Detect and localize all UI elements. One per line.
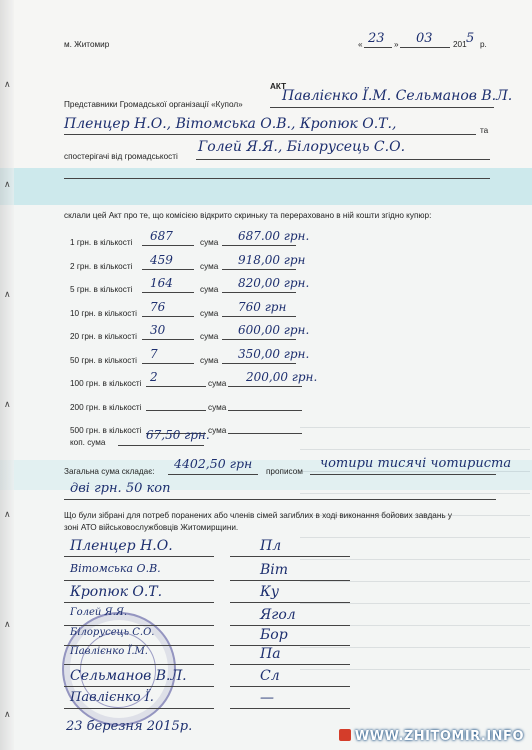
denomination-label: 10 грн. в кількості — [70, 308, 137, 318]
signature-line — [230, 645, 350, 646]
count-line — [142, 363, 194, 364]
denomination-label: 500 грн. в кількості — [70, 426, 142, 435]
signature-name-line — [64, 556, 214, 557]
in-words-line-1 — [310, 474, 496, 475]
observers-line — [196, 159, 490, 160]
signature: Сл — [260, 668, 280, 684]
denomination-sum: 200,00 грн. — [246, 370, 318, 384]
sum-line — [222, 269, 296, 270]
intro-text: склали цей Акт про те, що комісією відкрито скриньку та перераховано в ній кошти згідно купюр: — [64, 211, 432, 220]
signatory-name: Пленцер Н.О. — [70, 538, 173, 554]
signature-line — [230, 686, 350, 687]
kop-value: 67,50 грн. — [146, 428, 210, 442]
denomination-sum: 600,00 грн. — [238, 323, 310, 337]
binder-hole-mark: ∧ — [4, 290, 11, 300]
representatives-handwriting-1: Павлієнко Ї.М. Сельманов В.Л. — [282, 88, 513, 104]
denomination-label: 50 грн. в кількості — [70, 355, 137, 365]
signature-line — [230, 556, 350, 557]
signatory-name: Голей Я.Я. — [70, 607, 128, 618]
sum-line — [222, 292, 296, 293]
sum-label: сума — [208, 402, 227, 412]
purpose-line-1: Що були зібрані для потреб поранених або членів сімей загиблих в ході виконання бойових завдань у — [64, 511, 453, 520]
watermark — [339, 729, 524, 744]
and-label: та — [480, 126, 489, 135]
footer-date-handwriting: 23 березня 2015р. — [66, 719, 193, 734]
observers-handwriting: Голей Я.Я., Білорусець С.О. — [198, 139, 406, 155]
sum-line — [228, 433, 302, 434]
sum-label: сума — [200, 285, 219, 294]
signature-name-line — [64, 602, 214, 603]
sum-label: сума — [200, 308, 219, 318]
denomination-sum: 350,00 грн. — [238, 346, 310, 361]
signature-name-line — [64, 625, 214, 626]
count-line — [142, 316, 194, 317]
signature-name-line — [64, 580, 214, 581]
count-line — [142, 245, 194, 246]
denomination-sum: 760 грн — [238, 299, 287, 314]
signature: Ку — [260, 584, 279, 600]
signature-line — [230, 664, 350, 665]
signature: Па — [260, 646, 281, 662]
date-month: 03 — [416, 31, 433, 46]
signatory-name: Білорусець С.О. — [70, 627, 155, 638]
sum-label: сума — [208, 379, 227, 388]
signatory-name: Павлієнко Ї.М. — [70, 646, 148, 657]
binder-hole-mark: ∧ — [4, 80, 11, 90]
binder-hole-mark: ∧ — [4, 510, 11, 520]
denomination-sum: 918,00 грн — [238, 252, 306, 267]
count-line — [142, 339, 194, 340]
date-year-unit: р. — [480, 40, 487, 49]
signature-line — [230, 625, 350, 626]
sum-label: сума — [208, 426, 227, 435]
purpose-line-2: зоні АТО військовослужбовців Житомирщини. — [64, 523, 239, 532]
document-title: АКТ — [270, 82, 287, 91]
count-line — [142, 292, 194, 293]
date-year-prefix: 201 — [453, 40, 467, 49]
representatives-line-1 — [270, 107, 494, 108]
binder-edge — [0, 0, 14, 750]
sum-line — [228, 386, 302, 387]
denomination-count: 7 — [150, 346, 158, 361]
sum-line — [222, 339, 296, 340]
signature: — — [260, 690, 274, 706]
denomination-label: 200 грн. в кількості — [70, 402, 142, 412]
representatives-label: Представники Громадської організації «Купол» — [64, 100, 243, 109]
binder-hole-mark: ∧ — [4, 400, 11, 410]
count-line — [146, 410, 206, 411]
denomination-label: 100 грн. в кількості — [70, 379, 142, 388]
denomination-label: 5 грн. в кількості — [70, 285, 133, 294]
signature-line — [230, 580, 350, 581]
representatives-line-2 — [64, 134, 476, 135]
denomination-sum: 820,00 грн. — [238, 276, 310, 290]
signatory-name: Павлієнко Ї. — [70, 690, 154, 705]
blank-line — [64, 178, 490, 179]
date-year-suffix: 5 — [466, 31, 475, 46]
signature-line — [230, 602, 350, 603]
binder-hole-mark: ∧ — [4, 710, 11, 720]
total-line — [168, 474, 258, 475]
date-month-line — [400, 47, 450, 48]
denomination-count: 164 — [150, 276, 173, 290]
denomination-label: 1 грн. в кількості — [70, 238, 133, 247]
signatory-name: Кропюк О.Т. — [70, 584, 163, 600]
in-words-line-2 — [64, 499, 496, 500]
signatory-name: Сельманов В.Л. — [70, 668, 187, 684]
count-line — [142, 269, 194, 270]
sum-line — [222, 363, 296, 364]
in-words-label: прописом — [266, 467, 303, 476]
sum-label: сума — [200, 261, 219, 271]
signatory-name: Вітомська О.В. — [70, 562, 161, 575]
kop-label: коп. сума — [70, 438, 106, 447]
sum-line — [228, 410, 302, 411]
sum-label: сума — [200, 355, 219, 365]
count-line — [146, 386, 206, 387]
signature-name-line — [64, 686, 214, 687]
in-words-handwriting-1: чотири тисячі чотириста — [320, 456, 512, 471]
denomination-sum: 687.00 грн. — [238, 229, 310, 243]
denomination-count: 30 — [150, 323, 166, 337]
signature-name-line — [64, 708, 214, 709]
sum-label: сума — [200, 238, 219, 247]
representatives-handwriting-2: Пленцер Н.О., Вітомська О.В., Кропюк О.Т., — [64, 116, 397, 132]
denomination-count: 459 — [150, 252, 173, 267]
signature: Ягол — [260, 607, 296, 623]
signature: Бор — [260, 627, 288, 643]
signature-name-line — [64, 664, 214, 665]
date-open-quote: « — [358, 40, 363, 49]
denomination-label: 2 грн. в кількості — [70, 261, 133, 271]
denomination-count: 76 — [150, 299, 166, 314]
sum-line — [222, 245, 296, 246]
binder-hole-mark: ∧ — [4, 180, 11, 190]
in-words-handwriting-2: дві грн. 50 коп — [70, 481, 171, 496]
denomination-count: 687 — [150, 229, 173, 243]
sum-label: сума — [200, 332, 219, 341]
total-label: Загальна сума складає: — [64, 467, 155, 476]
date-close-quote: » — [394, 40, 399, 49]
kop-line — [118, 445, 204, 446]
city-label: м. Житомир — [64, 40, 110, 49]
signature-line — [230, 708, 350, 709]
denomination-count: 2 — [150, 370, 158, 384]
date-day: 23 — [368, 31, 385, 46]
watermark-logo-icon — [339, 729, 351, 741]
sum-line — [222, 316, 296, 317]
total-value: 4402,50 грн — [174, 456, 253, 471]
watermark-text: WWW.ZHITOMIR.INFO — [354, 729, 524, 744]
date-day-line — [364, 47, 392, 48]
signature: Віт — [260, 562, 289, 578]
binder-hole-mark: ∧ — [4, 620, 11, 630]
denomination-label: 20 грн. в кількості — [70, 332, 137, 341]
signature: Пл — [260, 538, 282, 554]
observers-label: спостерігачі від громадськості — [64, 152, 178, 161]
